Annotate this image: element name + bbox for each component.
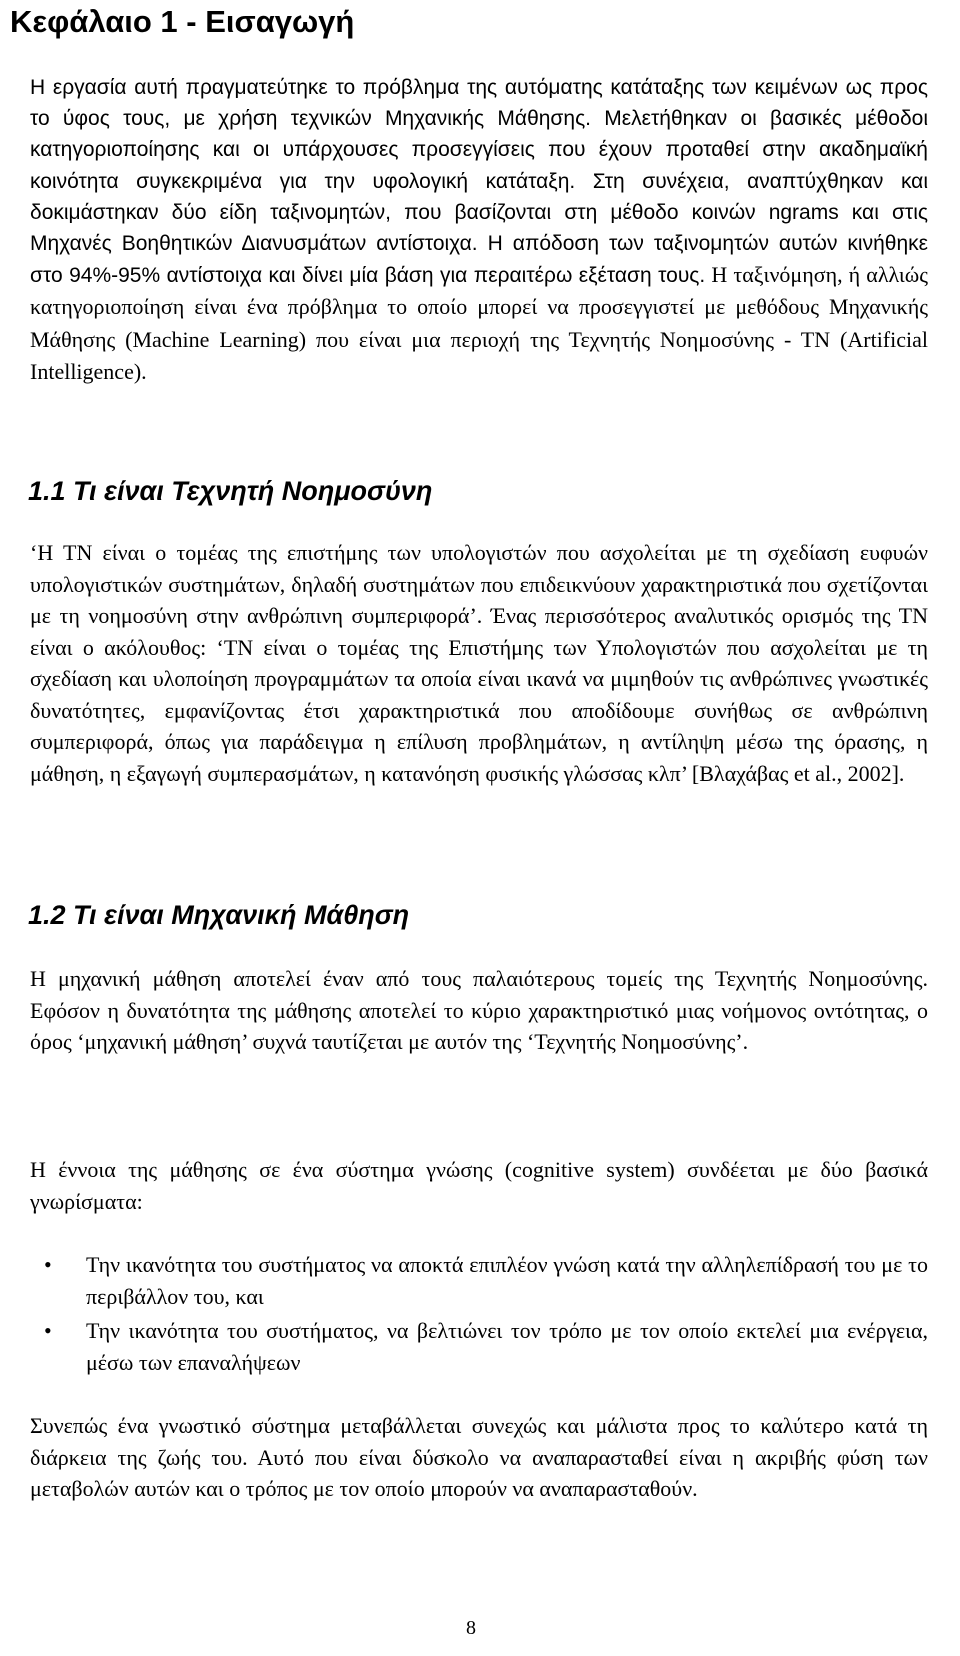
- list-item: [30, 1315, 928, 1378]
- bullet-icon: •: [44, 1318, 52, 1343]
- chapter-title: Κεφάλαιο 1 - Εισαγωγή: [10, 4, 355, 39]
- list-item-text: Την ικανότητα του συστήματος να αποκτά επιπλέον γνώση κατά την αλληλεπίδρασή του με το περιβάλλον του, και: [86, 1252, 928, 1309]
- intro-paragraph: [30, 72, 928, 388]
- intro-sentence-2: Η ταξινόμηση, ή αλλιώς κατηγοριοποίηση είναι ένα πρόβλημα το οποίο μπορεί να προσεγγιστεί με μεθόδους Μηχανικής Μάθησης (Machine Learning) που είναι μια περιοχή της Τεχνητής Νοημοσύνης - ΤΝ (Artificial Intelligence).: [30, 262, 928, 384]
- section-1-1-paragraph: ‘Η ΤΝ είναι ο τομέας της επιστήμης των υπολογιστών που ασχολείται με τη σχεδίαση ευφυών υπολογιστικών συστημάτων, δηλαδή συστημάτων που επιδεικνύουν χαρακτηριστικά που σχετίζονται με τη νοημοσύνη στην ανθρώπινη συμπεριφορά’. Ένας περισσότερος αναλυτικός ορισμός της ΤΝ είναι ο ακόλουθος: ‘ΤΝ είναι ο τομέας της Επιστήμης των Υπολογιστών που ασχολείται με τη σχεδίαση και υλοποίηση προγραμμάτων τα οποία είναι ικανά να μιμηθούν τις ανθρώπινες γνωστικές δυνατότητες, εμφανίζοντας έτσι χαρακτηριστικά που αποδίδουμε συνήθως σε ανθρώπινη συμπεριφορά, όπως για παράδειγμα η επίλυση προβλημάτων, η αντίληψη μέσω της όρασης, η μάθηση, η εξαγωγή συμπερασμάτων, η κατανόηση φυσικής γλώσσας κλπ’ [Βλαχάβας et al., 2002].: [30, 540, 928, 786]
- list-item: [30, 1249, 928, 1312]
- section-1-2-paragraph-2: Η έννοια της μάθησης σε ένα σύστημα γνώσης (cognitive system) συνδέεται με δύο βασικά γνωρίσματα:: [30, 1157, 928, 1214]
- list-item-text: Την ικανότητα του συστήματος, να βελτιώνει τον τρόπο με τον οποίο εκτελεί μια ενέργεια, μέσω των επαναλήψεων: [86, 1318, 928, 1375]
- page-number: 8: [466, 1617, 476, 1639]
- learning-traits-list: [30, 1249, 928, 1381]
- section-1-2-heading: 1.2 Τι είναι Μηχανική Μάθηση: [28, 900, 410, 930]
- intro-sentence-1: Η εργασία αυτή πραγματεύτηκε το πρόβλημα της αυτόματης κατάταξης των κειμένων ως προς το ύφος τους, με χρήση τεχνικών Μηχανικής Μάθησης. Μελετήθηκαν οι βασικές μέθοδοι κατηγοριοποίησης και οι υπάρχουσες προσεγγίσεις που έχουν προταθεί στην ακαδημαϊκή κοινότητα συγκεκριμένα για την υφολογική κατάταξη. Στη συνέχεια, αναπτύχθηκαν και δοκιμάστηκαν δύο είδη ταξινομητών, που βασίζονται στη μέθοδο κοινών ngrams και στις Μηχανές Βοηθητικών Διανυσμάτων αντίστοιχα. Η απόδοση των ταξινομητών αυτών κινήθηκε στο 94%-95% αντίστοιχα και δίνει μία βάση για περαιτέρω εξέταση τους.: [30, 76, 928, 288]
- section-1-1-heading: 1.1 Τι είναι Τεχνητή Νοημοσύνη: [28, 476, 433, 506]
- section-1-2-paragraph-1: Η μηχανική μάθηση αποτελεί έναν από τους παλαιότερους τομείς της Τεχνητής Νοημοσύνης. Εφόσον η δυνατότητα της μάθησης αποτελεί το κύριο χαρακτηριστικό μιας νοήμονος οντότητας, ο όρος ‘μηχανική μάθηση’ συχνά ταυτίζεται με αυτόν της ‘Τεχνητής Νοημοσύνης’.: [30, 966, 928, 1054]
- bullet-icon: •: [44, 1252, 52, 1277]
- section-1-2-paragraph-3: Συνεπώς ένα γνωστικό σύστημα μεταβάλλεται συνεχώς και μάλιστα προς το καλύτερο κατά τη διάρκεια της ζωής του. Αυτό που είναι δύσκολο να αναπαρασταθεί είναι η ακριβής φύση των μεταβολών αυτών και ο τρόπος με τον οποίο μπορούν να αναπαρασταθούν.: [30, 1413, 928, 1501]
